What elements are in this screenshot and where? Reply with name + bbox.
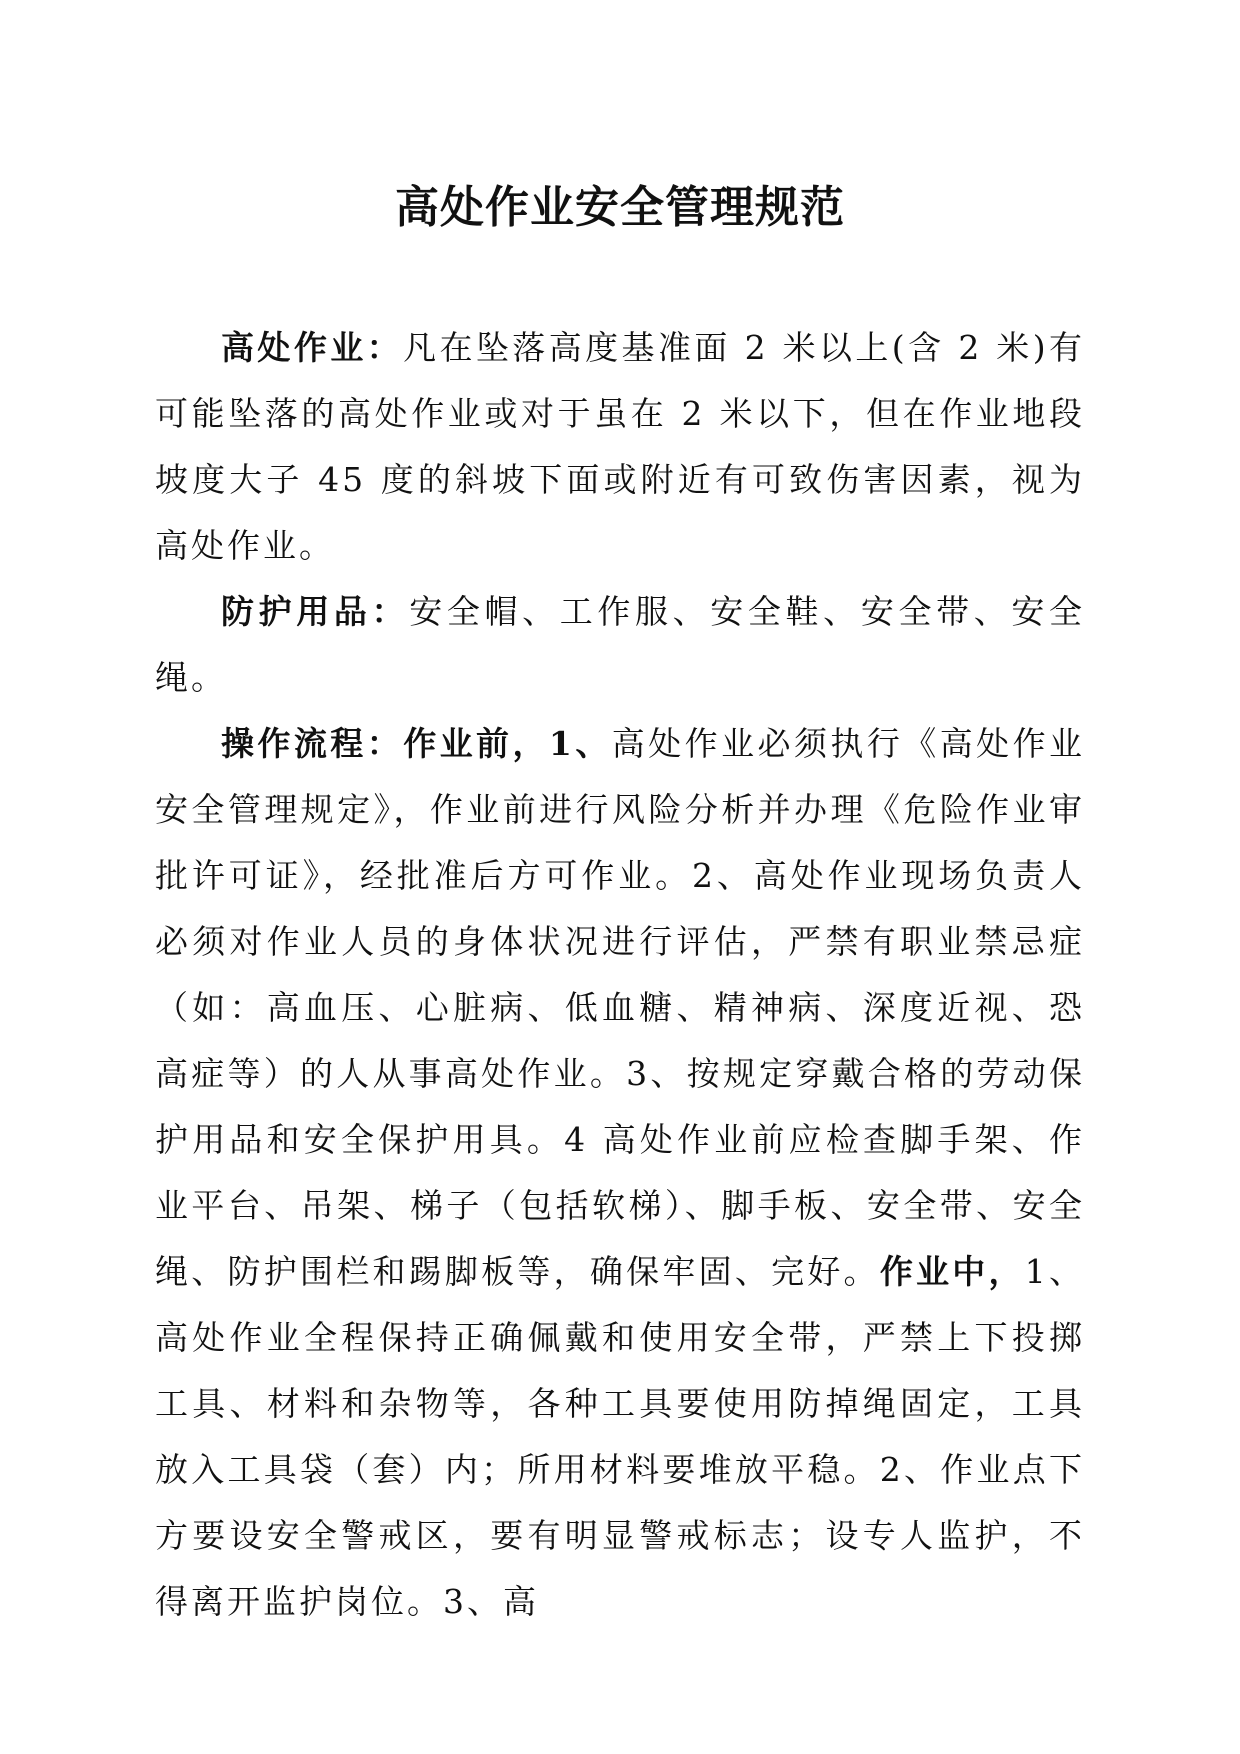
ppe-text: 安全帽、工作服、安全鞋、安全带、安全绳。 [155,592,1086,697]
procedure-label: 操作流程： [221,724,404,763]
definition-paragraph [155,315,1085,579]
definition-label: 高处作业： [221,328,404,367]
ppe-paragraph [155,579,1085,711]
procedure-paragraph [155,711,1085,1635]
definition-text: 凡在坠落高度基准面 2 米以上(含 2 米)有可能坠落的高处作业或对于虽在 2 米以下，但在作业地段坡度大子 45 度的斜坡下面或附近有可致伤害因素，视为高处作业。 [155,328,1085,565]
ppe-label: 防护用品： [221,592,410,631]
before-work-text: 高处作业必须执行《高处作业安全管理规定》，作业前进行风险分析并办理《危险作业审批许可证》，经批准后方可作业。2、高处作业现场负责人必须对作业人员的身体状况进行评估，严禁有职业禁忌症（如：高血压、心脏病、低血糖、精神病、深度近视、恐高症等）的人从事高处作业。3、按规定穿戴合格的劳动保护用品和安全保护用具。4 高处作业前应检查脚手架、作业平台、吊架、梯子（包括软梯）、脚手板、安全带、安全绳、防护围栏和踢脚板等，确保牢固、完好。 [155,724,1086,1291]
page-title: 高处作业安全管理规范 [395,182,845,233]
during-work-text: 1、高处作业全程保持正确佩戴和使用安全带，严禁上下投掷工具、材料和杂物等，各种工具要使用防掉绳固定，工具放入工具袋（套）内；所用材料要堆放平稳。2、作业点下方要设安全警戒区，要有明显警戒标志；设专人监护，不得离开监护岗位。3、高 [155,1252,1086,1621]
during-work-label: 作业中， [879,1252,1025,1291]
before-work-label: 作业前，1、 [403,724,612,763]
document-body [155,315,1085,1635]
